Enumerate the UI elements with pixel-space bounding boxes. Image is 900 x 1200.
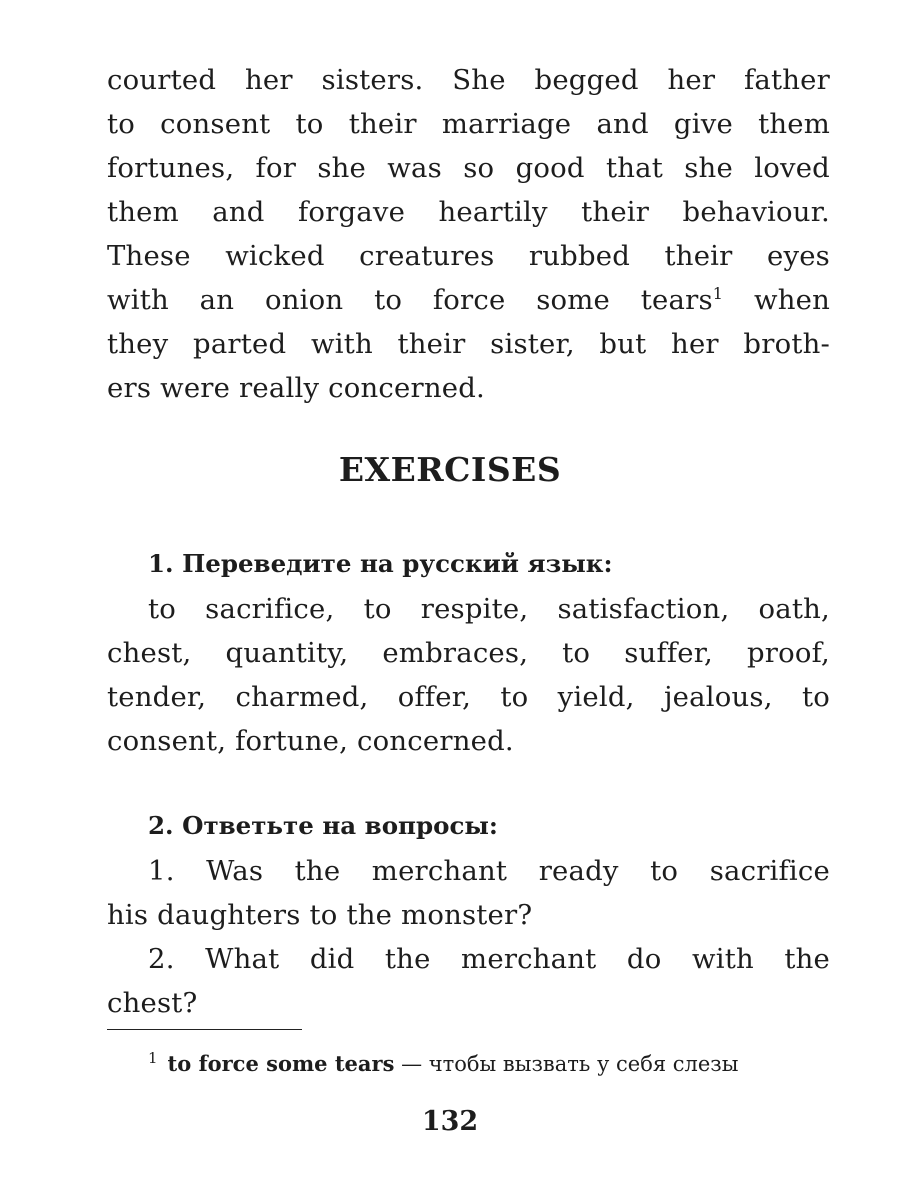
story-line-3: fortunes, for she was so good that she loved	[107, 152, 830, 184]
task-1-line-4: consent, fortune, concerned.	[107, 725, 514, 757]
footnote	[148, 1049, 738, 1079]
story-line-2: to consent to their marriage and give them	[107, 108, 830, 140]
story-line-6-text: with an onion to force some tears	[107, 284, 713, 316]
question-2-line-1: 2. What did the merchant do with the	[148, 943, 830, 975]
story-line-4: them and forgave heartily their behaviour.	[107, 196, 830, 228]
task-1-line-1: to sacrifice, to respite, satisfaction, oath,	[148, 593, 830, 625]
task-1-line-2: chest, quantity, embraces, to suffer, proof,	[107, 637, 830, 669]
footnote-reference: 1	[712, 283, 724, 303]
page-number: 132	[421, 1106, 479, 1137]
story-line-6-tail: when	[723, 284, 830, 316]
story-line-7: they parted with their sister, but her broth-	[107, 328, 830, 360]
task-1-title: 1. Переведите на русский язык:	[148, 549, 613, 578]
task-2-title: 2. Ответьте на вопросы:	[148, 811, 498, 840]
exercises-heading: EXERCISES	[338, 450, 562, 489]
story-line-5: These wicked creatures rubbed their eyes	[107, 240, 830, 272]
question-2-line-2: chest?	[107, 987, 198, 1019]
question-1-line-1: 1. Was the merchant ready to sacrifice	[148, 855, 830, 887]
footnote-divider	[107, 1029, 302, 1030]
footnote-term: to force some tears	[167, 1051, 395, 1076]
story-line-1: courted her sisters. She begged her father	[107, 64, 830, 96]
task-1-line-3: tender, charmed, offer, to yield, jealous, to	[107, 681, 830, 713]
story-line-8: ers were really concerned.	[107, 372, 485, 404]
question-1-line-2: his daughters to the monster?	[107, 899, 533, 931]
story-line-6	[107, 278, 830, 322]
footnote-translation: — чтобы вызвать у себя слезы	[394, 1052, 739, 1076]
footnote-mark: 1	[148, 1049, 158, 1067]
